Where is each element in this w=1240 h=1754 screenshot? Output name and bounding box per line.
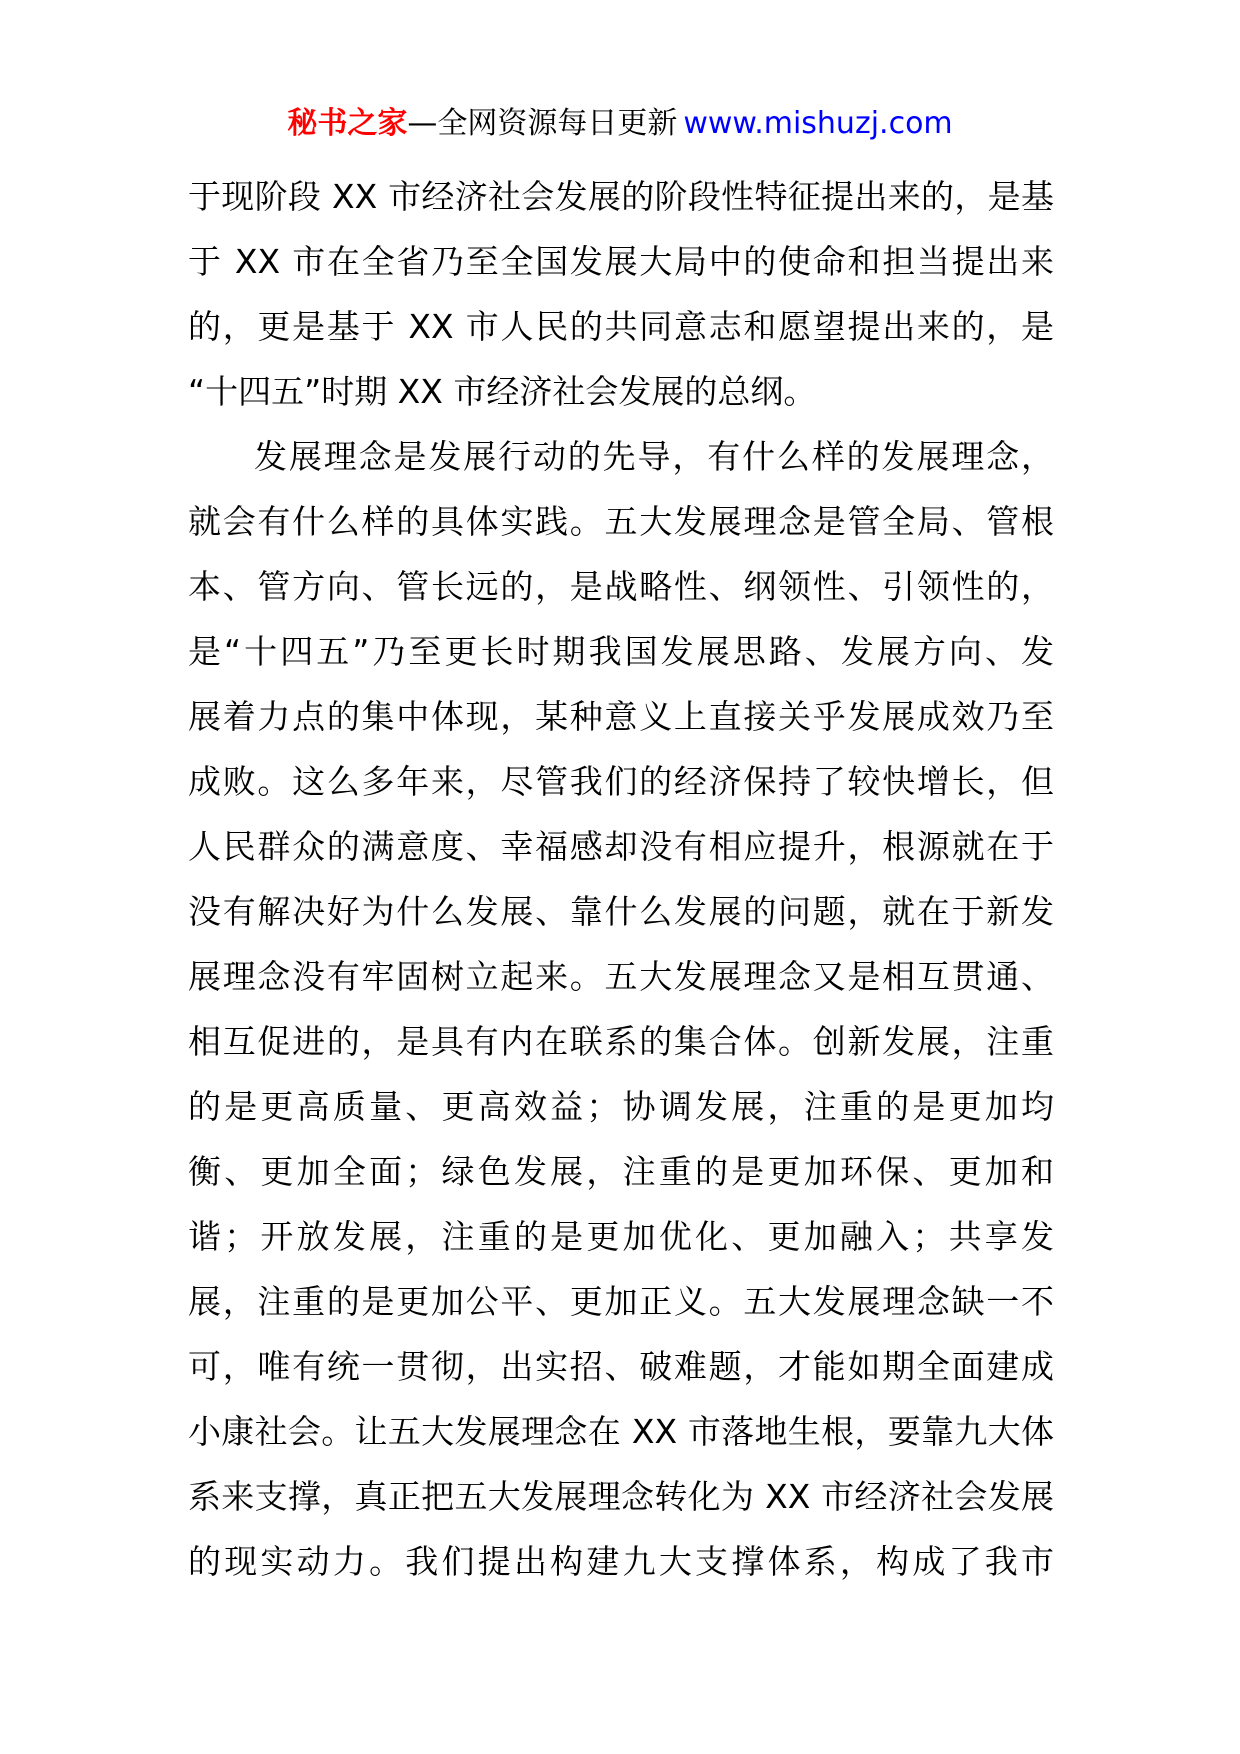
text-line: 的现实动力。我们提出构建九大支撑体系，构成了我市	[188, 1542, 1054, 1581]
site-url-link[interactable]: www.mishuzj.com	[683, 106, 953, 141]
text-line: 展着力点的集中体现，某种意义上直接关乎发展成效乃至	[188, 697, 1054, 736]
text-line: 的，更是基于 XX 市人民的共同意志和愿望提出来的，是	[188, 307, 1054, 346]
text-line: 衡、更加全面；绿色发展，注重的是更加环保、更加和	[188, 1152, 1054, 1191]
text-line: 谐；开放发展，注重的是更加优化、更加融入；共享发	[188, 1217, 1054, 1256]
text-line: 相互促进的，是具有内在联系的集合体。创新发展，注重	[188, 1022, 1054, 1061]
text-line: 的是更高质量、更高效益；协调发展，注重的是更加均	[188, 1087, 1054, 1126]
paragraph-2	[188, 424, 1054, 1594]
paragraph-1	[188, 164, 1054, 424]
text-line: 是“十四五”乃至更长时期我国发展思路、发展方向、发	[188, 632, 1054, 671]
header-tagline: —全网资源每日更新	[407, 106, 678, 141]
text-line: “十四五”时期 XX 市经济社会发展的总纲。	[188, 372, 817, 411]
text-line: 可，唯有统一贯彻，出实招、破难题，才能如期全面建成	[188, 1347, 1054, 1386]
text-line: 于现阶段 XX 市经济社会发展的阶段性特征提出来的，是基	[188, 177, 1054, 216]
text-line: 本、管方向、管长远的，是战略性、纲领性、引领性的，	[188, 567, 1054, 606]
text-line: 于 XX 市在全省乃至全国发展大局中的使命和担当提出来	[188, 242, 1054, 281]
text-line: 展，注重的是更加公平、更加正义。五大发展理念缺一不	[188, 1282, 1054, 1321]
text-line: 就会有什么样的具体实践。五大发展理念是管全局、管根	[188, 502, 1054, 541]
text-line: 系来支撑，真正把五大发展理念转化为 XX 市经济社会发展	[188, 1477, 1054, 1516]
page-header	[0, 100, 1240, 148]
body-text	[188, 164, 1054, 1594]
text-line: 成败。这么多年来，尽管我们的经济保持了较快增长，但	[188, 762, 1054, 801]
text-line: 人民群众的满意度、幸福感却没有相应提升，根源就在于	[188, 827, 1054, 866]
brand-name: 秘书之家	[287, 106, 408, 141]
text-line: 发展理念是发展行动的先导，有什么样的发展理念，	[254, 437, 1054, 476]
text-line: 小康社会。让五大发展理念在 XX 市落地生根，要靠九大体	[188, 1412, 1054, 1451]
text-line: 展理念没有牢固树立起来。五大发展理念又是相互贯通、	[188, 957, 1054, 996]
text-line: 没有解决好为什么发展、靠什么发展的问题，就在于新发	[188, 892, 1054, 931]
